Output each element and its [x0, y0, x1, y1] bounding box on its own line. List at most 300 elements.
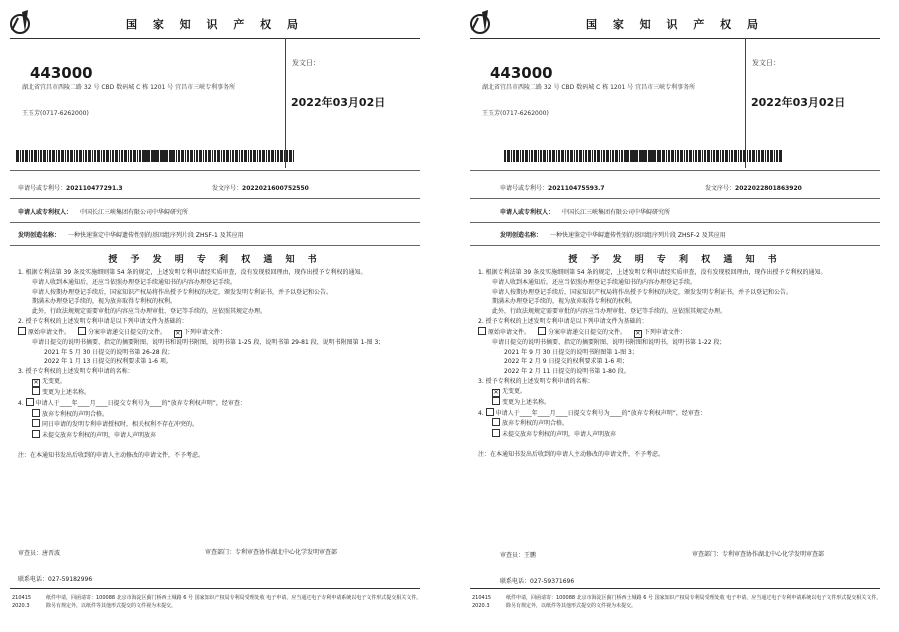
application-number: 202110477291.3	[66, 185, 123, 192]
send-date: 2022年03月02日	[291, 96, 386, 109]
checkbox-row: ✕ 无变更。	[493, 387, 527, 396]
barcode-bar	[115, 150, 118, 162]
barcode-bar	[626, 150, 629, 162]
barcode-bar	[266, 150, 267, 162]
barcode-bar	[76, 150, 78, 162]
barcode-bar	[293, 150, 294, 162]
barcode-bar	[588, 150, 591, 162]
barcode-bar	[749, 150, 751, 162]
notice-title: 授 予 发 明 专 利 权 通 知 书	[108, 255, 322, 265]
phone: 联系电话：027-59182996	[18, 576, 93, 583]
barcode-bar	[653, 150, 656, 162]
barcode-bar	[650, 150, 652, 162]
barcode-bar	[280, 150, 283, 162]
barcode-bar	[262, 150, 265, 162]
barcode-bar	[556, 150, 557, 162]
barcode-bar	[504, 150, 506, 162]
barcode-bar	[520, 150, 521, 162]
barcode-bar	[756, 150, 757, 162]
checkbox-row: 未提交放弃专利权的声明，申请人声明放弃	[18, 430, 418, 441]
barcode-bar	[779, 150, 782, 162]
postcode: 443000	[490, 64, 553, 82]
barcode-bar	[223, 150, 225, 162]
applicant-label: 申请人或专利权人：	[500, 209, 555, 216]
barcode-bar	[79, 150, 82, 162]
barcode-bar	[579, 150, 582, 162]
barcode-bar	[752, 150, 755, 162]
send-date: 2022年03月02日	[751, 96, 846, 109]
barcode-bar	[16, 150, 19, 162]
checkbox-icon	[492, 418, 500, 426]
checked-checkbox-icon: ✕	[493, 388, 499, 396]
barcode-bar	[172, 150, 175, 162]
send-date-label: 发文日：	[292, 59, 320, 67]
divider	[470, 38, 880, 39]
invention-label: 发明创造名称：	[500, 232, 543, 239]
divider	[10, 198, 420, 199]
send-date-label: 发文日：	[752, 59, 780, 67]
barcode-bar	[540, 150, 542, 162]
barcode-bar	[720, 150, 721, 162]
checkbox-icon	[32, 430, 40, 438]
barcode-bar	[511, 150, 512, 162]
barcode-bar	[20, 150, 21, 162]
barcode-bar	[38, 150, 39, 162]
phone: 联系电话：027-59371696	[500, 578, 575, 585]
document-number-field	[705, 183, 802, 192]
paragraph: 2022 年 2 月 9 日提交的权利要求第 1-6 项；	[504, 358, 629, 366]
paragraph: 申请人按期办理登记手续后，国家知识产权局将作出授予专利权的决定，颁发发明专利证书，并予以登记和公告。	[492, 288, 793, 296]
barcode-bar	[621, 150, 623, 162]
barcode-bar	[680, 150, 683, 162]
barcode-bar	[88, 150, 91, 162]
barcode-bar	[160, 150, 162, 162]
examiner: 唐晋波	[42, 550, 61, 557]
barcode-bar	[585, 150, 587, 162]
barcode-bar	[632, 150, 634, 162]
barcode-bar	[725, 150, 728, 162]
barcode-bar	[85, 150, 87, 162]
paragraph: 期满未办理登记手续的，视为放弃取得专利权的权利。	[32, 298, 177, 306]
examiner: 王鹏	[524, 552, 537, 559]
checkbox-icon	[18, 327, 26, 335]
barcode-bar	[61, 150, 64, 162]
barcode-bar	[130, 150, 132, 162]
checked-checkbox-icon: ✕	[635, 329, 641, 337]
divider	[10, 245, 420, 246]
invention-field	[500, 230, 726, 239]
barcode-bar	[583, 150, 584, 162]
barcode-bar	[734, 150, 737, 162]
applicant-field	[18, 207, 188, 216]
paragraph: 申请人收到本通知后，还应当依照办理登记手续通知书的内容办理登记手续。	[32, 278, 237, 286]
paragraph: 注：在本通知书发出后收到的申请人主动修改的申请文件，不予考虑。	[478, 450, 665, 458]
checkbox-icon	[492, 397, 500, 405]
barcode-bar	[747, 150, 748, 162]
barcode-bar	[121, 150, 123, 162]
barcode-bar	[765, 150, 766, 162]
application-number: 202110475593.7	[548, 185, 605, 192]
checked-checkbox-icon: ✕	[33, 378, 39, 386]
barcode-bar	[31, 150, 33, 162]
barcode-bar	[52, 150, 55, 162]
checkbox-row: 原始申请文件。 分案申请递交日提交的文件。 ✕ 下列申请文件：	[478, 327, 878, 338]
barcode-bar	[738, 150, 739, 162]
barcode-bar	[40, 150, 42, 162]
form-code: 210415 2020.3	[472, 595, 492, 609]
barcode-bar	[181, 150, 184, 162]
barcode-bar	[169, 150, 171, 162]
barcode-bar	[758, 150, 760, 162]
document-number-field	[212, 183, 309, 192]
application-number-label: 申请号或专利号：	[18, 185, 67, 192]
barcode-bar	[648, 150, 649, 162]
patent-notice-right	[460, 0, 890, 632]
paragraph: 申请日提交的说明书摘要、指定的摘要附图、说明书附图和说明书，说明书第 1-22 段；	[492, 338, 726, 346]
barcode-bar	[639, 150, 640, 162]
examiner-field: 审查员：王鹏	[500, 552, 537, 559]
applicant: 中国长江三峡集团有限公司中华鲟研究所	[80, 209, 189, 216]
barcode-bar	[286, 150, 288, 162]
barcode-bar	[666, 150, 667, 162]
barcode-bar	[257, 150, 258, 162]
barcode-bar	[547, 150, 548, 162]
checkbox-icon	[78, 327, 86, 335]
barcode-bar	[250, 150, 252, 162]
invention-field	[18, 230, 244, 239]
paragraph: 申请日提交的说明书摘要、指定的摘要附图、说明书和说明书附图，说明书第 1-25 段、说明书第 29-81 段、说明书附图第 1-图 3；	[32, 338, 385, 346]
barcode-bar	[722, 150, 724, 162]
barcode-bar	[149, 150, 150, 162]
barcode-bar	[140, 150, 141, 162]
barcode-bar	[97, 150, 100, 162]
checkbox-icon	[478, 327, 486, 335]
paragraph: 此外，行政法规规定需要审批的内容应当办理审批、登记等手续的，应依照其规定办理。	[492, 308, 727, 316]
notice-body	[478, 268, 878, 460]
barcode-bar	[92, 150, 93, 162]
barcode-bar	[101, 150, 102, 162]
barcode-bar	[241, 150, 243, 162]
barcode-bar	[570, 150, 573, 162]
paragraph: 2022 年 1 月 13 日提交的权利要求第 1-6 项。	[44, 358, 172, 366]
barcode-bar	[151, 150, 153, 162]
barcode-bar	[235, 150, 238, 162]
barcode-bar	[698, 150, 701, 162]
checkbox-icon	[32, 387, 40, 395]
barcode-bar	[671, 150, 674, 162]
department: 审查部门：专利审查协作湖北中心化学发明审查部	[692, 551, 825, 558]
checkbox-icon	[32, 409, 40, 417]
barcode-bar	[103, 150, 105, 162]
barcode-bar	[543, 150, 546, 162]
barcode-bar	[516, 150, 519, 162]
barcode-bar	[289, 150, 292, 162]
barcode-bar	[205, 150, 207, 162]
footer-text: 纸件申请，回函请寄：100088 北京市海淀区蓟门桥西土城路 6 号 国家知识产权局专利局受理处收 电子申请，应当通过电子专利申请系统以电子文件形式提交相关文件。除另有规定外，以纸件等其他形式提交的文件视为未提交。	[46, 595, 422, 609]
barcode-bar	[112, 150, 114, 162]
checkbox-row: 未提交放弃专利权的声明，申请人声明放弃	[478, 429, 878, 440]
divider	[745, 38, 746, 168]
barcode-bar	[576, 150, 578, 162]
barcode-bar	[684, 150, 685, 162]
barcode-bar	[275, 150, 276, 162]
divider	[470, 245, 880, 246]
checkbox-row: 原始申请文件。 分案申请递交日提交的文件。 ✕ 下列申请文件：	[18, 327, 418, 338]
paragraph: 申请人收到本通知后，还应当依照办理登记手续通知书的内容办理登记手续。	[492, 278, 697, 286]
barcode-bar	[230, 150, 231, 162]
barcode-bar	[106, 150, 109, 162]
barcode-bar	[538, 150, 539, 162]
barcode-bar	[196, 150, 198, 162]
barcode-bar	[534, 150, 537, 162]
barcode-bar	[70, 150, 73, 162]
checkbox-icon	[538, 327, 546, 335]
barcode-bar	[214, 150, 216, 162]
barcode-bar	[221, 150, 222, 162]
barcode-bar	[594, 150, 596, 162]
barcode-bar	[507, 150, 510, 162]
barcode-bar	[597, 150, 600, 162]
barcode-bar	[767, 150, 769, 162]
barcode-bar	[713, 150, 715, 162]
barcode-bar	[704, 150, 706, 162]
barcode-bar	[163, 150, 166, 162]
recipient-name: 王玉芳(0717-6262000)	[482, 110, 549, 117]
paragraph: 1. 根据专利法第 39 条及实施细则第 54 条的规定，上述发明专利申请经实质审查，没有发现驳回理由，现作出授予专利权的通知。	[478, 269, 827, 276]
barcode-bar	[574, 150, 575, 162]
barcode-bar	[689, 150, 692, 162]
document-number-label: 发文序号：	[705, 185, 736, 192]
checkbox-icon	[492, 429, 500, 437]
barcode-bar	[259, 150, 261, 162]
barcode-bar	[185, 150, 186, 162]
barcode-bar	[619, 150, 620, 162]
checkbox-row: ✕ 无变更。	[33, 377, 67, 386]
barcode-bar	[552, 150, 555, 162]
applicant-field	[500, 207, 670, 216]
barcode-bar	[203, 150, 204, 162]
barcode-bar	[774, 150, 775, 162]
barcode-bar	[711, 150, 712, 162]
barcode-bar	[194, 150, 195, 162]
barcode-bar	[94, 150, 96, 162]
barcode-bar	[248, 150, 249, 162]
postcode: 443000	[30, 64, 93, 82]
barcode-bar	[731, 150, 733, 162]
barcode-bar	[695, 150, 697, 162]
paragraph: 2021 年 9 月 30 日提交的说明书附图第 1-图 3；	[504, 348, 638, 356]
barcode-bar	[65, 150, 66, 162]
barcode-bar	[67, 150, 69, 162]
barcode-bar	[22, 150, 24, 162]
paragraph: 3. 授予专利权的上述发明专利申请的名称：	[18, 368, 134, 376]
department: 审查部门：专利审查协作湖北中心化学发明审查部	[205, 549, 338, 556]
barcode-bar	[74, 150, 75, 162]
document-number-label: 发文序号：	[212, 185, 243, 192]
divider	[10, 588, 420, 589]
recipient-name: 王玉芳(0717-6262000)	[22, 110, 89, 117]
paragraph: 2021 年 5 月 30 日提交的说明书第 26-28 段；	[44, 348, 174, 356]
divider	[285, 38, 286, 168]
barcode-bar	[606, 150, 609, 162]
barcode-bar	[244, 150, 247, 162]
barcode-bar	[83, 150, 84, 162]
barcode-bar	[612, 150, 614, 162]
barcode-bar	[531, 150, 533, 162]
barcode-2	[140, 150, 294, 162]
checkbox-icon	[32, 419, 40, 427]
checkbox-icon	[26, 398, 34, 406]
barcode-bar	[659, 150, 661, 162]
barcode-bar	[525, 150, 528, 162]
barcode-bar	[271, 150, 274, 162]
barcode-bar	[603, 150, 605, 162]
barcode-bar	[561, 150, 564, 162]
barcode-bar	[601, 150, 602, 162]
checkbox-row: 放弃专利权的声明合格。	[18, 409, 418, 420]
barcode-bar	[232, 150, 234, 162]
barcode-bar	[657, 150, 658, 162]
barcode-bar	[145, 150, 148, 162]
paragraph: 2. 授予专利权的上述发明专利申请是以下列申请文件为基础的：	[478, 317, 648, 325]
barcode-bar	[675, 150, 676, 162]
barcode-bar	[686, 150, 688, 162]
document-number: 2022022801863920	[735, 185, 802, 192]
checkbox-row: 4. 申请人于____年____月____日提交专利号为____的“放弃专利权声明”，经审查：	[478, 409, 706, 417]
divider	[10, 38, 420, 39]
applicant-label: 申请人或专利权人：	[18, 209, 73, 216]
recipient-address: 湖北省宜昌市西陵二路 32 号 CBD 数码城 C 栋 1201 号 宜昌市三峡专利事务所	[22, 84, 236, 91]
paragraph: 2. 授予专利权的上述发明专利申请是以下列申请文件为基础的：	[18, 317, 188, 325]
barcode-bar	[212, 150, 213, 162]
barcode-bar	[217, 150, 220, 162]
barcode-bar	[25, 150, 28, 162]
barcode-bar	[513, 150, 515, 162]
divider	[470, 588, 880, 589]
barcode-bar	[268, 150, 270, 162]
barcode-bar	[47, 150, 48, 162]
barcode-bar	[776, 150, 778, 162]
barcode-bar	[137, 150, 138, 162]
application-number-field	[500, 183, 605, 192]
checkbox-row: 变更为上述名称。	[18, 387, 418, 398]
barcode-bar	[128, 150, 129, 162]
footer-text: 纸件申请，回函请寄：100088 北京市海淀区蓟门桥西土城路 6 号 国家知识产权局专利局受理处收 电子申请，应当通过电子专利申请系统以电子文件形式提交相关文件。除另有规定外，以纸件等其他形式提交的文件视为未提交。	[506, 595, 882, 609]
barcode-bar	[668, 150, 670, 162]
paragraph: 1. 根据专利法第 39 条及实施细则第 54 条的规定，上述发明专利申请经实质审查，没有发现驳回理由，现作出授予专利权的通知。	[18, 269, 367, 276]
barcode-bar	[743, 150, 746, 162]
barcode-bar	[154, 150, 157, 162]
barcode-bar	[208, 150, 211, 162]
patent-notice-left	[0, 0, 430, 632]
paragraph: 2022 年 2 月 11 日提交的说明书第 1-80 段。	[504, 368, 630, 376]
document-number: 2022021600752550	[242, 185, 309, 192]
invention-title: 一种快速鉴定中华鲟遗传性别的基因组序列片段 ZHSF-2 及其应用	[550, 232, 726, 239]
barcode-bar	[133, 150, 136, 162]
barcode-bar	[43, 150, 46, 162]
barcode-bar	[565, 150, 566, 162]
divider	[470, 198, 880, 199]
application-number-field	[18, 183, 123, 192]
barcode-bar	[110, 150, 111, 162]
barcode-bar	[190, 150, 193, 162]
barcode-bar	[592, 150, 593, 162]
barcode-bar	[716, 150, 719, 162]
divider	[470, 170, 880, 171]
barcode-bar	[662, 150, 665, 162]
barcode-bar	[558, 150, 560, 162]
barcode-bar	[226, 150, 229, 162]
barcode-bar	[58, 150, 60, 162]
checkbox-row: 放弃专利权的声明合格。	[478, 418, 878, 429]
barcode-bar	[124, 150, 127, 162]
barcode-bar	[277, 150, 279, 162]
barcode-bar	[641, 150, 643, 162]
divider	[10, 222, 420, 223]
checkbox-row: 同日申请的发明专利申请授权时，相关权利不存在冲突的。	[18, 419, 418, 430]
checkbox-row: 4. 申请人于____年____月____日提交专利号为____的“放弃专利权声明”，经审查：	[18, 399, 246, 407]
barcode-bar	[567, 150, 569, 162]
barcode-bar	[610, 150, 611, 162]
barcode-bar	[702, 150, 703, 162]
paragraph: 注：在本通知书发出后收到的申请人主动修改的申请文件，不予考虑。	[18, 451, 205, 459]
barcode-bar	[522, 150, 524, 162]
barcode-bar	[142, 150, 144, 162]
paragraph: 此外，行政法规规定需要审批的内容应当办理审批、登记等手续的，应依照其规定办理。	[32, 308, 267, 316]
divider	[10, 170, 420, 171]
barcode-bar	[56, 150, 57, 162]
invention-title: 一种快速鉴定中华鲟遗传性别的基因组序列片段 ZHSF-1 及其应用	[68, 232, 244, 239]
checked-checkbox-icon: ✕	[175, 329, 181, 337]
barcode-bar	[29, 150, 30, 162]
barcode-bar	[740, 150, 742, 162]
notice-body	[18, 268, 418, 461]
notice-title: 授 予 发 明 专 利 权 通 知 书	[568, 255, 782, 265]
barcode-bar	[677, 150, 679, 162]
barcode-bar	[635, 150, 638, 162]
examiner-field: 审查员：唐晋波	[18, 550, 61, 557]
barcode-bar	[178, 150, 180, 162]
barcode-bar	[630, 150, 631, 162]
recipient-address: 湖北省宜昌市西陵二路 32 号 CBD 数码城 C 栋 1201 号 宜昌市三峡专利事务所	[482, 84, 696, 91]
barcode-bar	[199, 150, 202, 162]
barcode-bar	[693, 150, 694, 162]
checkbox-row: 变更为上述名称。	[478, 397, 878, 408]
barcode-bar	[49, 150, 51, 162]
barcode-bar	[615, 150, 618, 162]
paragraph: 期满未办理登记手续的，视为放弃取得专利权的权利。	[492, 298, 637, 306]
application-number-label: 申请号或专利号：	[500, 185, 549, 192]
barcode-bar	[770, 150, 773, 162]
form-code: 210415 2020.3	[12, 595, 32, 609]
barcode-bar	[761, 150, 764, 162]
barcode-bar	[239, 150, 240, 162]
office-name: 国 家 知 识 产 权 局	[586, 18, 764, 31]
checkbox-icon	[486, 408, 494, 416]
barcode-bar	[176, 150, 177, 162]
invention-label: 发明创造名称：	[18, 232, 61, 239]
office-name: 国 家 知 识 产 权 局	[126, 18, 304, 31]
barcode-bar	[119, 150, 120, 162]
barcode-bar	[253, 150, 256, 162]
barcode-bar	[187, 150, 189, 162]
barcode-bar	[729, 150, 730, 162]
barcode-2	[626, 150, 782, 162]
barcode-bar	[158, 150, 159, 162]
barcode-bar	[167, 150, 168, 162]
paragraph: 申请人按期办理登记手续后，国家知识产权局将作出授予专利权的决定，颁发发明专利证书，并予以登记和公告。	[32, 288, 333, 296]
barcode-bar	[284, 150, 285, 162]
